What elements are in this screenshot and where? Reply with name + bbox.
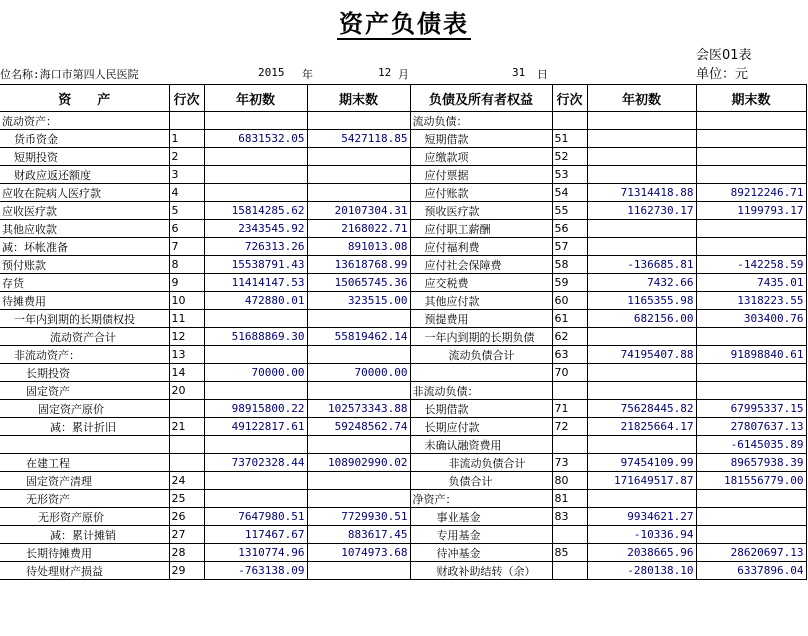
liability-ending-value: 1199793.17 bbox=[696, 202, 806, 220]
liability-name: 短期借款 bbox=[410, 130, 552, 148]
asset-name: 无形资产原价 bbox=[0, 508, 169, 526]
table-row bbox=[0, 166, 806, 184]
asset-name: 减：坏帐准备 bbox=[0, 238, 169, 256]
asset-name: 一年内到期的长期债权投 bbox=[0, 310, 169, 328]
liability-ending-value bbox=[696, 364, 806, 382]
asset-ending-value: 102573343.88 bbox=[307, 400, 410, 418]
table-row bbox=[0, 238, 806, 256]
asset-name: 其他应收款 bbox=[0, 220, 169, 238]
table-row bbox=[0, 544, 806, 562]
liability-name: 专用基金 bbox=[410, 526, 552, 544]
liability-line-no bbox=[552, 526, 587, 544]
table-row bbox=[0, 130, 806, 148]
asset-name: 存货 bbox=[0, 274, 169, 292]
liability-beginning-value: 97454109.99 bbox=[587, 454, 696, 472]
table-row bbox=[0, 220, 806, 238]
asset-name: 无形资产 bbox=[0, 490, 169, 508]
liability-beginning-value: 1165355.98 bbox=[587, 292, 696, 310]
month-label: 月 bbox=[398, 68, 409, 81]
asset-name: 流动资产合计 bbox=[0, 328, 169, 346]
asset-beginning-value bbox=[204, 166, 307, 184]
liability-beginning-value: 171649517.87 bbox=[587, 472, 696, 490]
liability-ending-value bbox=[696, 130, 806, 148]
asset-beginning-value bbox=[204, 382, 307, 400]
asset-line-no: 8 bbox=[169, 256, 204, 274]
asset-name: 长期投资 bbox=[0, 364, 169, 382]
liability-beginning-value bbox=[587, 166, 696, 184]
table-row bbox=[0, 562, 806, 580]
asset-line-no: 29 bbox=[169, 562, 204, 580]
liability-line-no bbox=[552, 436, 587, 454]
liability-beginning-value: -280138.10 bbox=[587, 562, 696, 580]
liability-ending-value: 91898840.61 bbox=[696, 346, 806, 364]
liability-name: 应付社会保障费 bbox=[410, 256, 552, 274]
liability-name: 长期应付款 bbox=[410, 418, 552, 436]
table-row bbox=[0, 454, 806, 472]
report-day: 31 bbox=[512, 66, 526, 79]
liability-beginning-value bbox=[587, 220, 696, 238]
asset-name: 固定资产 bbox=[0, 382, 169, 400]
table-row bbox=[0, 148, 806, 166]
liability-line-no: 72 bbox=[552, 418, 587, 436]
asset-ending-value: 323515.00 bbox=[307, 292, 410, 310]
liability-beginning-value: 71314418.88 bbox=[587, 184, 696, 202]
liability-beginning-value: -10336.94 bbox=[587, 526, 696, 544]
asset-name: 待摊费用 bbox=[0, 292, 169, 310]
table-row bbox=[0, 490, 806, 508]
liability-beginning-value bbox=[587, 130, 696, 148]
liability-name: 应缴款项 bbox=[410, 148, 552, 166]
day-label: 日 bbox=[537, 68, 548, 81]
asset-ending-value: 108902990.02 bbox=[307, 454, 410, 472]
liability-ending-value: 28620697.13 bbox=[696, 544, 806, 562]
asset-line-no bbox=[169, 112, 204, 130]
liability-ending-value bbox=[696, 238, 806, 256]
table-row bbox=[0, 184, 806, 202]
liability-line-no: 81 bbox=[552, 490, 587, 508]
asset-name: 流动资产： bbox=[0, 112, 169, 130]
liability-beginning-value bbox=[587, 364, 696, 382]
report-title: 资产负债表 bbox=[339, 9, 469, 38]
asset-beginning-value: 73702328.44 bbox=[204, 454, 307, 472]
asset-beginning-value bbox=[204, 490, 307, 508]
table-row bbox=[0, 418, 806, 436]
liability-name: 非流动负债： bbox=[410, 382, 552, 400]
asset-ending-value bbox=[307, 148, 410, 166]
liability-name: 预提费用 bbox=[410, 310, 552, 328]
report-month: 12 bbox=[378, 66, 392, 79]
asset-beginning-value bbox=[204, 346, 307, 364]
liability-name: 流动负债合计 bbox=[410, 346, 552, 364]
asset-beginning-value: 70000.00 bbox=[204, 364, 307, 382]
asset-ending-value bbox=[307, 166, 410, 184]
asset-ending-value: 15065745.36 bbox=[307, 274, 410, 292]
year-label: 年 bbox=[302, 68, 313, 81]
asset-name: 财政应返还额度 bbox=[0, 166, 169, 184]
asset-ending-value bbox=[307, 490, 410, 508]
asset-beginning-value bbox=[204, 310, 307, 328]
liability-line-no: 56 bbox=[552, 220, 587, 238]
asset-name: 短期投资 bbox=[0, 148, 169, 166]
liability-beginning-value: 75628445.82 bbox=[587, 400, 696, 418]
header-beginning-balance: 年初数 bbox=[587, 85, 696, 112]
liability-beginning-value bbox=[587, 490, 696, 508]
asset-beginning-value: 117467.67 bbox=[204, 526, 307, 544]
header-beginning-balance: 年初数 bbox=[204, 85, 307, 112]
liability-beginning-value bbox=[587, 328, 696, 346]
table-row bbox=[0, 274, 806, 292]
asset-ending-value: 5427118.85 bbox=[307, 130, 410, 148]
liability-beginning-value: -136685.81 bbox=[587, 256, 696, 274]
asset-line-no: 4 bbox=[169, 184, 204, 202]
table-row bbox=[0, 436, 806, 454]
liability-line-no: 70 bbox=[552, 364, 587, 382]
liability-ending-value bbox=[696, 526, 806, 544]
table-body bbox=[0, 112, 806, 580]
liability-name: 应付票据 bbox=[410, 166, 552, 184]
asset-line-no: 1 bbox=[169, 130, 204, 148]
asset-ending-value: 59248562.74 bbox=[307, 418, 410, 436]
asset-beginning-value: -763138.09 bbox=[204, 562, 307, 580]
table-row bbox=[0, 292, 806, 310]
asset-name: 待处理财产损益 bbox=[0, 562, 169, 580]
asset-beginning-value: 98915800.22 bbox=[204, 400, 307, 418]
asset-ending-value: 1074973.68 bbox=[307, 544, 410, 562]
table-row bbox=[0, 508, 806, 526]
asset-beginning-value: 7647980.51 bbox=[204, 508, 307, 526]
asset-name bbox=[0, 436, 169, 454]
asset-beginning-value bbox=[204, 112, 307, 130]
asset-line-no: 26 bbox=[169, 508, 204, 526]
liability-name: 应付福利费 bbox=[410, 238, 552, 256]
table-row bbox=[0, 328, 806, 346]
liability-beginning-value: 2038665.96 bbox=[587, 544, 696, 562]
liability-ending-value: 89657938.39 bbox=[696, 454, 806, 472]
asset-name: 应收医疗款 bbox=[0, 202, 169, 220]
table-row bbox=[0, 364, 806, 382]
liability-beginning-value bbox=[587, 112, 696, 130]
table-row bbox=[0, 526, 806, 544]
table-row bbox=[0, 400, 806, 418]
header-assets: 资 产 bbox=[0, 85, 169, 112]
liability-ending-value: -6145035.89 bbox=[696, 436, 806, 454]
liability-line-no: 51 bbox=[552, 130, 587, 148]
liability-beginning-value: 7432.66 bbox=[587, 274, 696, 292]
liability-ending-value: 6337896.04 bbox=[696, 562, 806, 580]
asset-ending-value bbox=[307, 472, 410, 490]
liability-line-no: 55 bbox=[552, 202, 587, 220]
liability-name: 流动负债： bbox=[410, 112, 552, 130]
liability-name bbox=[410, 364, 552, 382]
liability-ending-value: 67995337.15 bbox=[696, 400, 806, 418]
asset-line-no: 11 bbox=[169, 310, 204, 328]
liability-line-no: 59 bbox=[552, 274, 587, 292]
liability-beginning-value: 1162730.17 bbox=[587, 202, 696, 220]
liability-ending-value bbox=[696, 220, 806, 238]
header-line-no: 行次 bbox=[552, 85, 587, 112]
asset-line-no bbox=[169, 400, 204, 418]
liability-name: 非流动负债合计 bbox=[410, 454, 552, 472]
asset-ending-value: 883617.45 bbox=[307, 526, 410, 544]
liability-beginning-value bbox=[587, 238, 696, 256]
asset-line-no: 3 bbox=[169, 166, 204, 184]
asset-beginning-value: 726313.26 bbox=[204, 238, 307, 256]
asset-line-no: 5 bbox=[169, 202, 204, 220]
liability-ending-value: 7435.01 bbox=[696, 274, 806, 292]
asset-line-no: 20 bbox=[169, 382, 204, 400]
liability-line-no bbox=[552, 112, 587, 130]
liability-name: 一年内到期的长期负债 bbox=[410, 328, 552, 346]
asset-beginning-value: 51688869.30 bbox=[204, 328, 307, 346]
asset-name: 应收在院病人医疗款 bbox=[0, 184, 169, 202]
asset-name: 预付账款 bbox=[0, 256, 169, 274]
liability-beginning-value: 682156.00 bbox=[587, 310, 696, 328]
liability-name: 财政补助结转（余） bbox=[410, 562, 552, 580]
asset-line-no: 13 bbox=[169, 346, 204, 364]
liability-line-no: 62 bbox=[552, 328, 587, 346]
liability-line-no: 52 bbox=[552, 148, 587, 166]
asset-ending-value: 891013.08 bbox=[307, 238, 410, 256]
asset-name: 非流动资产： bbox=[0, 346, 169, 364]
liability-ending-value bbox=[696, 148, 806, 166]
asset-line-no: 12 bbox=[169, 328, 204, 346]
liability-line-no: 54 bbox=[552, 184, 587, 202]
asset-line-no: 7 bbox=[169, 238, 204, 256]
liability-ending-value bbox=[696, 328, 806, 346]
liability-beginning-value bbox=[587, 382, 696, 400]
liability-ending-value bbox=[696, 112, 806, 130]
liability-line-no: 61 bbox=[552, 310, 587, 328]
header-ending-balance: 期末数 bbox=[696, 85, 806, 112]
liability-beginning-value: 74195407.88 bbox=[587, 346, 696, 364]
asset-line-no: 10 bbox=[169, 292, 204, 310]
liability-name: 应交税费 bbox=[410, 274, 552, 292]
header-liabilities-equity: 负债及所有者权益 bbox=[410, 85, 552, 112]
asset-ending-value: 55819462.14 bbox=[307, 328, 410, 346]
liability-ending-value bbox=[696, 490, 806, 508]
asset-line-no: 14 bbox=[169, 364, 204, 382]
asset-ending-value bbox=[307, 346, 410, 364]
asset-line-no: 25 bbox=[169, 490, 204, 508]
asset-name: 固定资产清理 bbox=[0, 472, 169, 490]
asset-ending-value bbox=[307, 310, 410, 328]
asset-line-no bbox=[169, 454, 204, 472]
asset-beginning-value bbox=[204, 436, 307, 454]
table-row bbox=[0, 346, 806, 364]
asset-ending-value bbox=[307, 382, 410, 400]
balance-sheet-table bbox=[0, 84, 807, 580]
asset-beginning-value: 2343545.92 bbox=[204, 220, 307, 238]
liability-line-no: 71 bbox=[552, 400, 587, 418]
asset-ending-value: 20107304.31 bbox=[307, 202, 410, 220]
liability-ending-value: 1318223.55 bbox=[696, 292, 806, 310]
liability-line-no: 80 bbox=[552, 472, 587, 490]
liability-line-no: 83 bbox=[552, 508, 587, 526]
asset-line-no: 21 bbox=[169, 418, 204, 436]
asset-line-no: 6 bbox=[169, 220, 204, 238]
table-row bbox=[0, 202, 806, 220]
liability-line-no: 73 bbox=[552, 454, 587, 472]
currency-unit: 单位：元 bbox=[696, 67, 749, 82]
asset-line-no: 27 bbox=[169, 526, 204, 544]
liability-ending-value: 181556779.00 bbox=[696, 472, 806, 490]
asset-beginning-value: 11414147.53 bbox=[204, 274, 307, 292]
liability-ending-value: 27807637.13 bbox=[696, 418, 806, 436]
liability-line-no: 53 bbox=[552, 166, 587, 184]
liability-ending-value: -142258.59 bbox=[696, 256, 806, 274]
liability-line-no: 57 bbox=[552, 238, 587, 256]
liability-beginning-value: 21825664.17 bbox=[587, 418, 696, 436]
asset-ending-value: 7729930.51 bbox=[307, 508, 410, 526]
asset-beginning-value: 472880.01 bbox=[204, 292, 307, 310]
asset-line-no bbox=[169, 436, 204, 454]
liability-ending-value bbox=[696, 166, 806, 184]
liability-line-no: 63 bbox=[552, 346, 587, 364]
liability-beginning-value bbox=[587, 436, 696, 454]
asset-beginning-value bbox=[204, 148, 307, 166]
asset-ending-value bbox=[307, 184, 410, 202]
asset-beginning-value: 49122817.61 bbox=[204, 418, 307, 436]
header-line-no: 行次 bbox=[169, 85, 204, 112]
liability-beginning-value: 9934621.27 bbox=[587, 508, 696, 526]
asset-line-no: 28 bbox=[169, 544, 204, 562]
table-row bbox=[0, 472, 806, 490]
liability-line-no bbox=[552, 562, 587, 580]
asset-beginning-value: 6831532.05 bbox=[204, 130, 307, 148]
asset-beginning-value: 15538791.43 bbox=[204, 256, 307, 274]
liability-name: 应付账款 bbox=[410, 184, 552, 202]
liability-name: 应付职工薪酬 bbox=[410, 220, 552, 238]
asset-beginning-value: 1310774.96 bbox=[204, 544, 307, 562]
asset-name: 在建工程 bbox=[0, 454, 169, 472]
asset-beginning-value: 15814285.62 bbox=[204, 202, 307, 220]
header-ending-balance: 期末数 bbox=[307, 85, 410, 112]
organization-name: 位名称:海口市第四人民医院 bbox=[0, 68, 139, 81]
asset-ending-value: 2168022.71 bbox=[307, 220, 410, 238]
liability-ending-value: 89212246.71 bbox=[696, 184, 806, 202]
asset-beginning-value bbox=[204, 184, 307, 202]
liability-line-no: 85 bbox=[552, 544, 587, 562]
form-code: 会医01表 bbox=[696, 48, 752, 63]
table-row bbox=[0, 112, 806, 130]
asset-name: 货币资金 bbox=[0, 130, 169, 148]
asset-ending-value: 70000.00 bbox=[307, 364, 410, 382]
asset-name: 长期待摊费用 bbox=[0, 544, 169, 562]
liability-name: 长期借款 bbox=[410, 400, 552, 418]
liability-ending-value: 303400.76 bbox=[696, 310, 806, 328]
liability-name: 事业基金 bbox=[410, 508, 552, 526]
table-row bbox=[0, 310, 806, 328]
liability-name: 待冲基金 bbox=[410, 544, 552, 562]
liability-name: 负债合计 bbox=[410, 472, 552, 490]
asset-ending-value: 13618768.99 bbox=[307, 256, 410, 274]
liability-line-no: 60 bbox=[552, 292, 587, 310]
liability-ending-value bbox=[696, 382, 806, 400]
liability-name: 净资产： bbox=[410, 490, 552, 508]
liability-line-no bbox=[552, 382, 587, 400]
table-row bbox=[0, 382, 806, 400]
asset-ending-value bbox=[307, 436, 410, 454]
asset-name: 固定资产原价 bbox=[0, 400, 169, 418]
asset-line-no: 24 bbox=[169, 472, 204, 490]
header-row bbox=[0, 85, 806, 112]
asset-ending-value bbox=[307, 112, 410, 130]
liability-line-no: 58 bbox=[552, 256, 587, 274]
report-year: 2015 bbox=[258, 66, 285, 79]
liability-name: 预收医疗款 bbox=[410, 202, 552, 220]
asset-ending-value bbox=[307, 562, 410, 580]
asset-line-no: 9 bbox=[169, 274, 204, 292]
liability-ending-value bbox=[696, 508, 806, 526]
table-row bbox=[0, 256, 806, 274]
asset-name: 减：累计折旧 bbox=[0, 418, 169, 436]
asset-beginning-value bbox=[204, 472, 307, 490]
liability-beginning-value bbox=[587, 148, 696, 166]
asset-line-no: 2 bbox=[169, 148, 204, 166]
liability-name: 其他应付款 bbox=[410, 292, 552, 310]
asset-name: 减：累计摊销 bbox=[0, 526, 169, 544]
liability-name: 未确认融资费用 bbox=[410, 436, 552, 454]
